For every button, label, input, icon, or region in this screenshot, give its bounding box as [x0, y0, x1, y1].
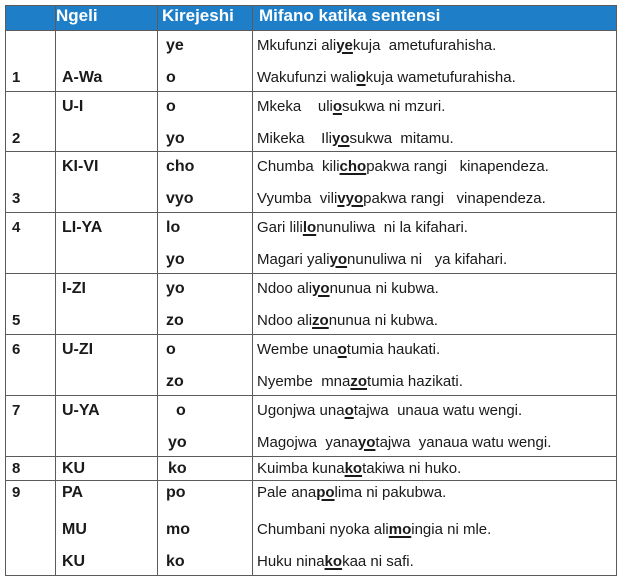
table-row	[6, 31, 617, 92]
sentence-part: Mkeka uli	[257, 98, 333, 115]
highlighted-referent: lo	[302, 219, 317, 236]
sentence-part: takiwa ni huko.	[362, 460, 462, 477]
highlighted-referent: zo	[350, 373, 368, 390]
referent-label: o	[166, 69, 176, 86]
row-number: 3	[12, 190, 21, 207]
sentence-part: tumia hazikati.	[367, 373, 463, 390]
sentence-part: Wembe una	[257, 341, 338, 358]
highlighted-referent: ye	[336, 37, 353, 54]
sentence-part: sukwa ni mzuri.	[342, 98, 446, 115]
referent-cell	[158, 396, 253, 457]
sentence-part: nunuliwa ni ya kifahari.	[347, 251, 508, 268]
sentence-part: Ndoo ali	[257, 312, 313, 329]
example-sentence	[253, 402, 616, 419]
sentence-part: Ndoo ali	[257, 280, 313, 297]
highlighted-referent: ko	[344, 460, 363, 477]
sentence-part: Ugonjwa una	[257, 402, 345, 419]
example-sentence	[253, 521, 616, 538]
noun-class-cell	[56, 335, 158, 396]
example-sentence	[253, 219, 616, 236]
highlighted-referent: o	[337, 341, 347, 358]
example-cell	[253, 92, 617, 152]
example-sentence	[253, 130, 616, 147]
row-number: 5	[12, 312, 21, 329]
example-cell	[253, 274, 617, 335]
header-class: Ngeli	[56, 6, 158, 31]
example-sentence	[253, 190, 616, 207]
noun-class-cell	[56, 31, 158, 92]
noun-class-cell	[56, 481, 158, 576]
referent-label: yo	[166, 280, 185, 297]
example-cell	[253, 396, 617, 457]
sentence-part: Chumba kili	[257, 158, 340, 175]
sentence-part: nunuliwa ni la kifahari.	[316, 219, 468, 236]
example-cell	[253, 335, 617, 396]
table-body	[6, 31, 617, 576]
noun-class-cell	[56, 457, 158, 481]
noun-class-label: U-ZI	[62, 341, 94, 358]
referent-label: cho	[166, 158, 195, 175]
example-cell	[253, 213, 617, 274]
example-sentence	[253, 553, 616, 570]
referent-label: vyo	[166, 190, 194, 207]
row-number-cell	[6, 152, 56, 213]
noun-class-table	[5, 5, 617, 576]
referent-label: zo	[166, 373, 184, 390]
row-number: 2	[12, 130, 21, 147]
sentence-part: Kuimba kuna	[257, 460, 345, 477]
example-sentence	[253, 341, 616, 358]
referent-cell	[158, 481, 253, 576]
referent-cell	[158, 335, 253, 396]
header-number	[6, 6, 56, 31]
sentence-part: nunua ni kubwa.	[328, 312, 438, 329]
row-number-cell	[6, 213, 56, 274]
header-row	[6, 6, 617, 31]
table-row	[6, 396, 617, 457]
highlighted-referent: o	[332, 98, 343, 115]
noun-class-label: U-YA	[62, 402, 100, 419]
example-sentence	[253, 484, 616, 501]
noun-class-label: KU	[62, 553, 86, 570]
noun-class-cell	[56, 152, 158, 213]
row-number-cell	[6, 31, 56, 92]
referent-label: o	[176, 402, 186, 419]
example-sentence	[253, 251, 616, 268]
example-sentence	[253, 373, 616, 390]
referent-label: o	[166, 341, 176, 358]
highlighted-referent: vyo	[337, 190, 364, 207]
highlighted-referent: o	[356, 69, 366, 86]
noun-class-cell	[56, 213, 158, 274]
sentence-part: Magari yali	[257, 251, 330, 268]
sentence-part: Vyumba vili	[257, 190, 338, 207]
row-number: 4	[12, 219, 21, 236]
referent-label: lo	[166, 219, 181, 236]
sentence-part: ingia ni mle.	[411, 521, 492, 538]
row-number: 1	[12, 69, 21, 86]
sentence-part: Gari lili	[257, 219, 303, 236]
referent-cell	[158, 152, 253, 213]
sentence-part: kuja wametufurahisha.	[365, 69, 516, 86]
sentence-part: sukwa mitamu.	[349, 130, 454, 147]
sentence-part: tumia haukati.	[346, 341, 441, 358]
noun-class-cell	[56, 92, 158, 152]
referent-cell	[158, 457, 253, 481]
example-cell	[253, 31, 617, 92]
example-sentence	[253, 69, 616, 86]
table-row	[6, 457, 617, 481]
noun-class-label: I-ZI	[62, 280, 86, 297]
sentence-part: nunua ni kubwa.	[329, 280, 439, 297]
row-number-cell	[6, 457, 56, 481]
row-number-cell	[6, 274, 56, 335]
example-sentence	[253, 460, 616, 477]
sentence-part: Chumbani nyoka ali	[257, 521, 389, 538]
example-sentence	[253, 158, 616, 175]
example-sentence	[253, 434, 616, 451]
highlighted-referent: yo	[329, 251, 348, 268]
table-row	[6, 274, 617, 335]
highlighted-referent: yo	[357, 434, 376, 451]
sentence-part: Pale ana	[257, 484, 317, 501]
example-sentence	[253, 37, 616, 54]
sentence-part: kuja ametufurahisha.	[352, 37, 497, 54]
noun-class-label: LI-YA	[62, 219, 103, 236]
row-number-cell	[6, 396, 56, 457]
referent-label: zo	[166, 312, 184, 329]
noun-class-cell	[56, 274, 158, 335]
example-sentence	[253, 98, 616, 115]
row-number: 9	[12, 484, 21, 501]
referent-cell	[158, 92, 253, 152]
sentence-part: kaa ni safi.	[342, 553, 414, 570]
example-cell	[253, 481, 617, 576]
table-row	[6, 213, 617, 274]
example-sentence	[253, 312, 616, 329]
highlighted-referent: yo	[332, 130, 350, 147]
row-number-cell	[6, 481, 56, 576]
highlighted-referent: o	[344, 402, 354, 419]
referent-cell	[158, 31, 253, 92]
sentence-part: Huku nina	[257, 553, 325, 570]
sentence-part: pakwa rangi vinapendeza.	[363, 190, 546, 207]
header-examples: Mifano katika sentensi	[253, 6, 617, 31]
referent-label: ye	[166, 37, 184, 54]
referent-label: po	[166, 484, 186, 501]
referent-label: o	[166, 98, 176, 115]
highlighted-referent: zo	[312, 312, 329, 329]
referent-label: mo	[166, 521, 190, 538]
sentence-part: pakwa rangi kinapendeza.	[366, 158, 549, 175]
highlighted-referent: ko	[324, 553, 343, 570]
sentence-part: tajwa yanaua watu wengi.	[375, 434, 552, 451]
referent-label: ko	[168, 460, 187, 477]
table-row	[6, 481, 617, 576]
table-row	[6, 152, 617, 213]
highlighted-referent: po	[316, 484, 335, 501]
sentence-part: tajwa unaua watu wengi.	[353, 402, 523, 419]
sentence-part: Wakufunzi wali	[257, 69, 357, 86]
referent-label: yo	[166, 130, 185, 147]
row-number: 8	[12, 460, 21, 477]
example-sentence	[253, 280, 616, 297]
header-referent: Kirejeshi	[158, 6, 253, 31]
referent-cell	[158, 213, 253, 274]
example-cell	[253, 152, 617, 213]
example-cell	[253, 457, 617, 481]
noun-class-label: PA	[62, 484, 84, 501]
referent-label: yo	[166, 251, 185, 268]
sentence-part: Mikeka Ili	[257, 130, 333, 147]
noun-class-cell	[56, 396, 158, 457]
sentence-part: Magojwa yana	[257, 434, 358, 451]
row-number-cell	[6, 92, 56, 152]
referent-label: yo	[168, 434, 187, 451]
row-number: 6	[12, 341, 21, 358]
highlighted-referent: cho	[339, 158, 367, 175]
referent-cell	[158, 274, 253, 335]
sentence-part: lima ni pakubwa.	[334, 484, 447, 501]
highlighted-referent: yo	[312, 280, 330, 297]
noun-class-label: KI-VI	[62, 158, 99, 175]
noun-class-label: KU	[62, 460, 86, 477]
row-number: 7	[12, 402, 21, 419]
highlighted-referent: mo	[388, 521, 412, 538]
row-number-cell	[6, 335, 56, 396]
sentence-part: Mkufunzi ali	[257, 37, 337, 54]
table-row	[6, 92, 617, 152]
noun-class-label: MU	[62, 521, 87, 538]
sentence-part: Nyembe mna	[257, 373, 351, 390]
referent-label: ko	[166, 553, 185, 570]
noun-class-label: A-Wa	[62, 69, 103, 86]
noun-class-label: U-I	[62, 98, 84, 115]
table-row	[6, 335, 617, 396]
